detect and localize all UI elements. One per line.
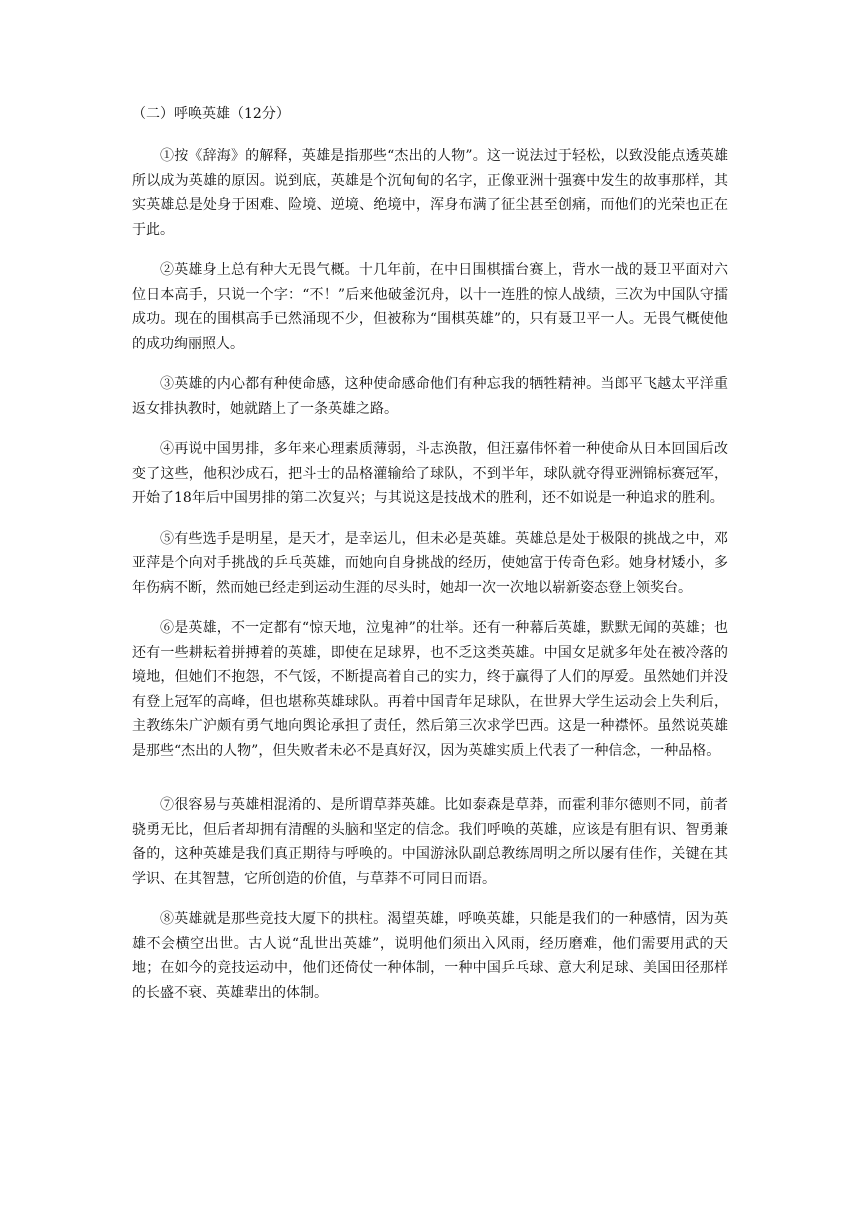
paragraph-6: ⑥是英雄，不一定都有“惊天地，泣鬼神”的壮举。还有一种幕后英雄，默默无闻的英雄；也还有一些耕耘着拼搏着的英雄，即使在足球界，也不乏这类英雄。中国女足就多年处在被冷落的境地，但她们不抱怨，不气馁，不断提高着自己的实力，终于赢得了人们的厚爱。虽然她们并没有登上冠军的高峰，但也堪称英雄球队。再着中国青年足球队，在世界大学生运动会上失利后，主教练朱广沪颇有勇气地向舆论承担了责任，然后第三次求学巴西。这是一种襟怀。虽然说英雄是那些“杰出的人物”，但失败者未必不是真好汉，因为英雄实质上代表了一种信念，一种品格。 xyxy=(132,620,728,759)
paragraph-5: ⑤有些选手是明星，是天才，是幸运儿，但未必是英雄。英雄总是处于极限的挑战之中，邓亚萍是个向对手挑战的乒乓英雄，而她向自身挑战的经历，使她富于传奇色彩。她身材矮小，多年伤病不断，然而她已经走到运动生涯的尽头时，她却一次一次地以崭新姿态登上领奖台。 xyxy=(132,530,728,596)
paragraph-2: ②英雄身上总有种大无畏气概。十几年前，在中日围棋擂台赛上，背水一战的聂卫平面对六位日本高手，只说一个字：“不！”后来他破釜沉舟，以十一连胜的惊人战绩，三次为中国队守擂成功。现在的围棋高手已然涌现不少，但被称为“围棋英雄”的，只有聂卫平一人。无畏气概使他的成功绚丽照人。 xyxy=(132,262,728,352)
paragraph-1: ①按《辞海》的解释，英雄是指那些“杰出的人物”。这一说法过于轻松，以致没能点透英雄所以成为英雄的原因。说到底，英雄是个沉甸甸的名字，正像亚洲十强赛中发生的故事那样，其实英雄总是处身于困难、险境、逆境、绝境中，浑身布满了征尘甚至创痛，而他们的光荣也正在于此。 xyxy=(132,148,728,238)
paragraph-3: ③英雄的内心都有种使命感，这种使命感命他们有种忘我的牺牲精神。当郎平飞越太平洋重返女排执教时，她就踏上了一条英雄之路。 xyxy=(132,376,728,417)
paragraph-8: ⑧英雄就是那些竞技大厦下的拱柱。渴望英雄，呼唤英雄，只能是我们的一种感情，因为英雄不会横空出世。古人说“乱世出英雄”，说明他们须出入风雨，经历磨难，他们需要用武的天地；在如今的竞技运动中，他们还倚仗一种体制，一种中国乒乓球、意大利足球、美国田径那样的长盛不衰、英雄辈出的体制。 xyxy=(132,911,728,1001)
section-heading: （二）呼唤英雄（12分） xyxy=(132,106,290,122)
paragraph-7: ⑦很容易与英雄相混淆的、是所谓草莽英雄。比如泰森是草莽，而霍利菲尔德则不同，前者骁勇无比，但后者却拥有清醒的头脑和坚定的信念。我们呼唤的英雄，应该是有胆有识、智勇兼备的，这种英雄是我们真正期待与呼唤的。中国游泳队副总教练周明之所以屡有佳作，关键在其学识、在其智慧，它所创造的价值，与草莽不可同日而语。 xyxy=(132,797,728,887)
paragraph-4: ④再说中国男排，多年来心理素质薄弱，斗志涣散，但汪嘉伟怀着一种使命从日本回国后改变了这些，他积沙成石，把斗士的品格灌输给了球队，不到半年，球队就夺得亚洲锦标赛冠军，开始了18年后中国男排的第二次复兴；与其说这是技战术的胜利，还不如说是一种追求的胜利。 xyxy=(132,441,728,506)
